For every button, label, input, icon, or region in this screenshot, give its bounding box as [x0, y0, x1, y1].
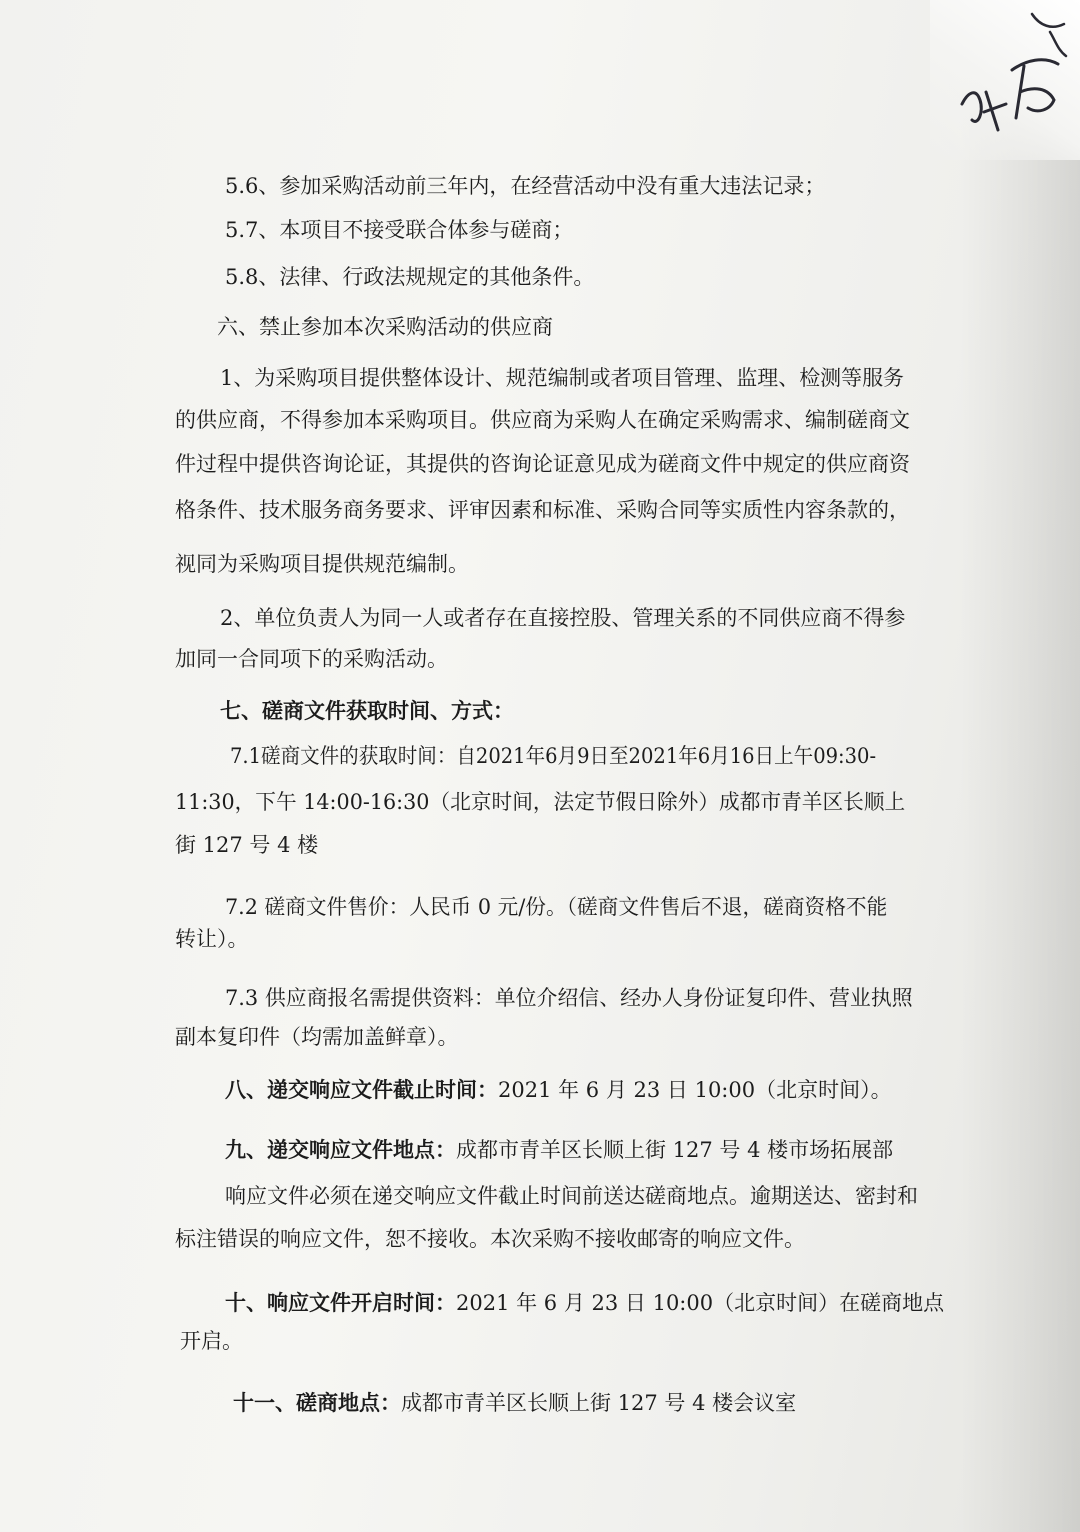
section-6-item-1-line-4: 格条件、技术服务商务要求、评审因素和标准、采购合同等实质性内容条款的， — [175, 498, 910, 522]
clause-7-3-line-2: 副本复印件（均需加盖鲜章）。 — [175, 1025, 459, 1049]
clause-7-1-line-3: 街 127 号 4 楼 — [175, 833, 319, 857]
section-11 — [233, 1389, 796, 1417]
page-fold-shadow — [960, 0, 1080, 1532]
section-11-label: 十一、磋商地点： — [233, 1390, 401, 1415]
section-6-item-1-line-1: 1、为采购项目提供整体设计、规范编制或者项目管理、监理、检测等服务 — [220, 366, 904, 390]
section-10-label: 十、响应文件开启时间： — [225, 1290, 456, 1315]
section-9-value: 成都市青羊区长顺上街 127 号 4 楼市场拓展部 — [456, 1138, 894, 1162]
clause-7-1-line-1: 7.1磋商文件的获取时间：自2021年6月9日至2021年6月16日上午09:30- — [230, 744, 877, 768]
section-10-value: 2021 年 6 月 23 日 10:00（北京时间）在磋商地点 — [456, 1291, 945, 1315]
section-6-item-2-line-1: 2、单位负责人为同一人或者存在直接控股、管理关系的不同供应商不得参 — [220, 606, 906, 630]
clause-7-2-line-2: 转让）。 — [175, 927, 249, 951]
section-11-value: 成都市青羊区长顺上街 127 号 4 楼会议室 — [401, 1391, 797, 1415]
section-9 — [225, 1136, 893, 1164]
section-9-note-line-2: 标注错误的响应文件，恕不接收。本次采购不接收邮寄的响应文件。 — [175, 1227, 805, 1251]
section-8 — [225, 1076, 892, 1104]
clause-7-3-line-1: 7.3 供应商报名需提供资料：单位介绍信、经办人身份证复印件、营业执照 — [225, 986, 913, 1010]
clause-5-6: 5.6、参加采购活动前三年内，在经营活动中没有重大违法记录； — [225, 174, 826, 198]
section-7-heading: 七、磋商文件获取时间、方式： — [220, 698, 514, 723]
handwritten-mark-icon — [954, 8, 1074, 138]
section-9-label: 九、递交响应文件地点： — [225, 1137, 456, 1162]
clause-5-7: 5.7、本项目不接受联合体参与磋商； — [225, 218, 574, 242]
section-6-item-1-line-2: 的供应商，不得参加本采购项目。供应商为采购人在确定采购需求、编制磋商文 — [175, 408, 910, 432]
section-6-item-1-line-3: 件过程中提供咨询论证，其提供的咨询论证意见成为磋商文件中规定的供应商资 — [175, 452, 910, 476]
section-9-note-line-1: 响应文件必须在递交响应文件截止时间前送达磋商地点。逾期送达、密封和 — [225, 1184, 918, 1208]
clause-7-2-line-1: 7.2 磋商文件售价：人民币 0 元/份。（磋商文件售后不退，磋商资格不能 — [225, 895, 888, 919]
section-8-label: 八、递交响应文件截止时间： — [225, 1077, 498, 1102]
clause-7-1-line-2: 11:30，下午 14:00-16:30（北京时间，法定节假日除外）成都市青羊区长顺上 — [175, 790, 906, 814]
section-10 — [225, 1289, 944, 1317]
clause-5-8: 5.8、法律、行政法规规定的其他条件。 — [225, 265, 595, 289]
section-6-item-2-line-2: 加同一合同项下的采购活动。 — [175, 647, 448, 671]
section-6-heading: 六、禁止参加本次采购活动的供应商 — [217, 315, 553, 339]
section-10-line-2: 开启。 — [180, 1329, 243, 1353]
section-6-item-1-line-5: 视同为采购项目提供规范编制。 — [175, 552, 469, 576]
section-8-value: 2021 年 6 月 23 日 10:00（北京时间）。 — [498, 1078, 892, 1102]
